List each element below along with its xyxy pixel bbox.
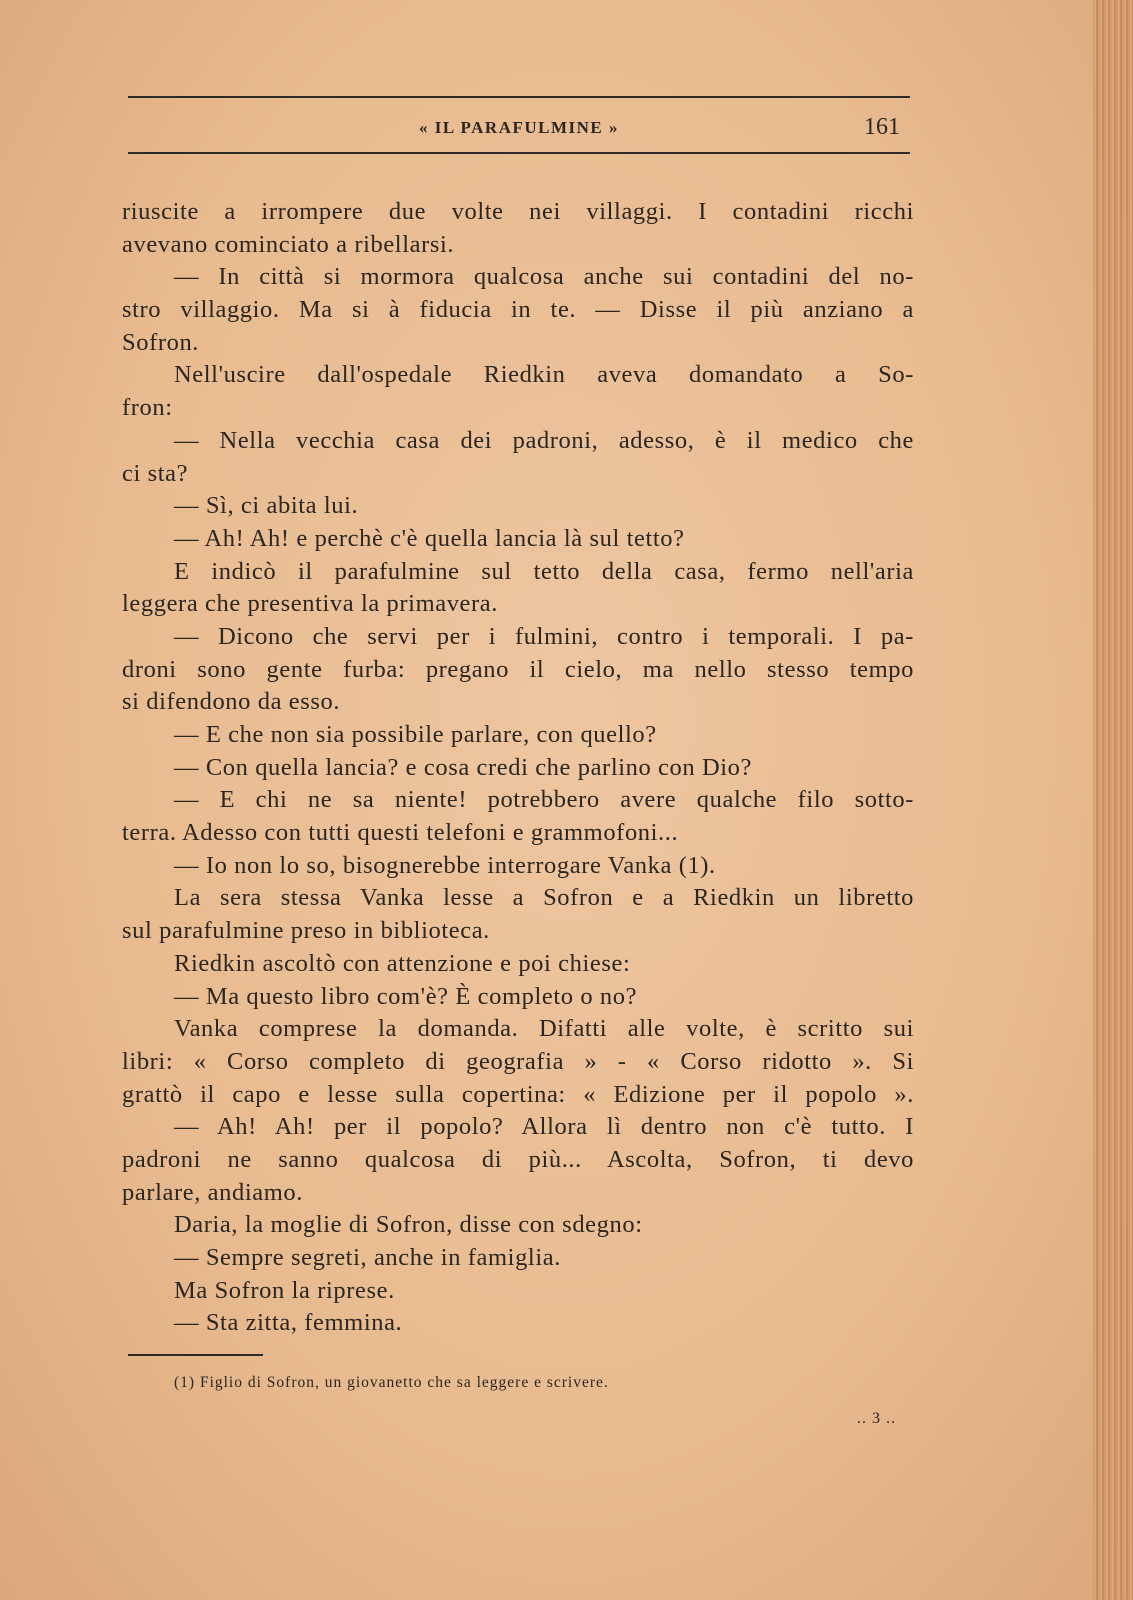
body-text <box>122 196 914 1340</box>
text-line: libri: « Corso completo di geografia » - « Corso ridotto ». Si <box>122 1047 914 1075</box>
text-line: — Nella vecchia casa dei padroni, adesso, è il medico che <box>174 426 914 454</box>
text-line: Sofron. <box>122 328 200 356</box>
footnote: (1) Figlio di Sofron, un giovanetto che sa leggere e scrivere. <box>174 1374 609 1391</box>
text-line: avevano cominciato a ribellarsi. <box>122 230 455 258</box>
text-line: Nell'uscire dall'ospedale Riedkin aveva domandato a So- <box>174 361 914 389</box>
text-line: si difendono da esso. <box>122 688 341 716</box>
text-line: — Ah! Ah! e perchè c'è quella lancia là sul tetto? <box>174 524 685 552</box>
text-line: — In città si mormora qualcosa anche sui contadini del no- <box>174 263 914 291</box>
text-line: riuscite a irrompere due volte nei villaggi. I contadini ricchi <box>122 198 914 225</box>
text-line: — Dicono che servi per i fulmini, contro i temporali. I pa- <box>174 622 914 650</box>
text-line: E indicò il parafulmine sul tetto della casa, fermo nell'aria <box>174 557 914 585</box>
header-rule-bottom <box>128 152 910 154</box>
signature-mark: .. 3 .. <box>857 1410 896 1427</box>
text-line: — Ma questo libro com'è? È completo o no? <box>174 982 638 1010</box>
text-line: padroni ne sanno qualcosa di più... Ascolta, Sofron, ti devo <box>122 1145 914 1173</box>
text-line: — Sempre segreti, anche in famiglia. <box>174 1244 561 1271</box>
running-title: « IL PARAFULMINE » <box>419 118 619 137</box>
text-line: — E che non sia possibile parlare, con quello? <box>174 721 657 748</box>
text-line: leggera che presentiva la primavera. <box>122 590 498 618</box>
text-line: grattò il capo e lesse sulla copertina: « Edizione per il popolo ». <box>122 1080 914 1108</box>
text-line: — Sta zitta, femmina. <box>174 1309 403 1337</box>
text-line: droni sono gente furba: pregano il cielo, ma nello stesso tempo <box>122 655 914 683</box>
text-line: Vanka comprese la domanda. Difatti alle volte, è scritto sui <box>174 1015 914 1043</box>
text-line: Riedkin ascoltò con attenzione e poi chiese: <box>174 949 631 977</box>
text-line: — E chi ne sa niente! potrebbero avere qualche filo sotto- <box>174 786 914 814</box>
header-rule-top <box>128 96 910 98</box>
text-line: ci sta? <box>122 459 189 487</box>
text-line: — Io non lo so, bisognerebbe interrogare Vanka (1). <box>174 851 716 879</box>
text-line: — Sì, ci abita lui. <box>174 492 359 520</box>
page-number: 161 <box>864 114 900 140</box>
text-line: stro villaggio. Ma si à fiducia in te. — Disse il più anziano a <box>122 296 914 324</box>
text-line: Ma Sofron la riprese. <box>174 1276 395 1304</box>
text-line: terra. Adesso con tutti questi telefoni e grammofoni... <box>122 819 679 847</box>
text-line: sul parafulmine preso in biblioteca. <box>122 917 490 945</box>
text-line: Daria, la moglie di Sofron, disse con sdegno: <box>174 1211 643 1239</box>
footnote-rule <box>128 1354 263 1356</box>
page-edge <box>1093 0 1133 1600</box>
running-header <box>128 114 910 144</box>
text-line: — Con quella lancia? e cosa credi che parlino con Dio? <box>174 753 752 781</box>
text-line: La sera stessa Vanka lesse a Sofron e a Riedkin un libretto <box>174 884 914 912</box>
text-line: parlare, andiamo. <box>122 1178 303 1206</box>
text-line: — Ah! Ah! per il popolo? Allora lì dentro non c'è tutto. I <box>174 1113 914 1141</box>
text-line: fron: <box>122 394 173 422</box>
